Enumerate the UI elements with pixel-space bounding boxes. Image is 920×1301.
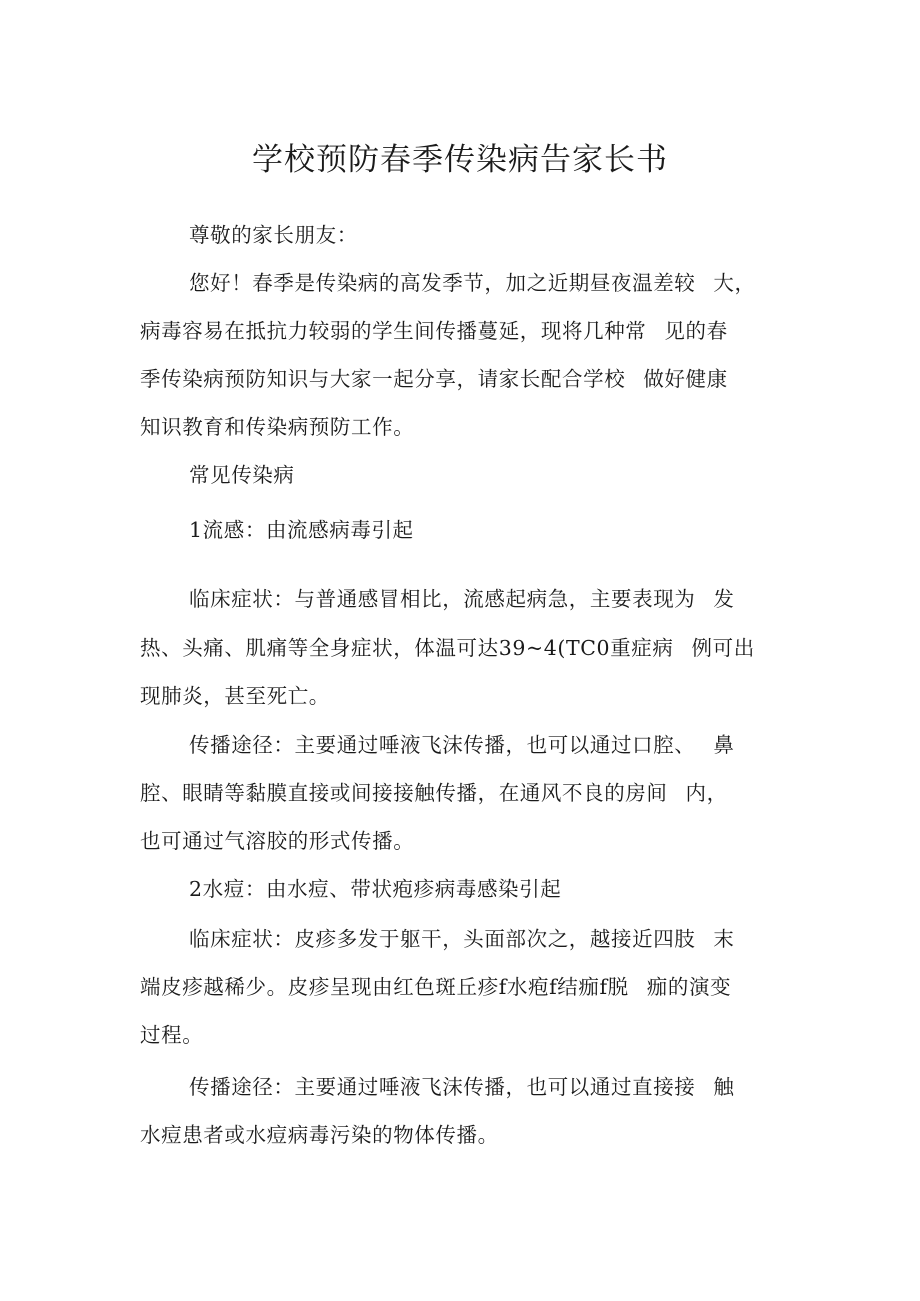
- flu-transmission-line-1: 传播途径：主要通过唾液飞沫传播，也可以通过口腔、 鼻: [189, 733, 735, 757]
- flu-symptoms-line-3: 现肺炎，甚至死亡。: [140, 684, 330, 708]
- chickenpox-transmission-line-1: 传播途径：主要通过唾液飞沫传播，也可以通过直接接 触: [189, 1075, 735, 1099]
- section-heading: 常见传染病: [189, 463, 295, 487]
- chickenpox-heading: 2水痘：由水痘、带状疱疹病毒感染引起: [189, 877, 562, 901]
- flu-symptoms-line-2: 热、头痛、肌痛等全身症状，体温可达39~4(TC0重症病 例可出: [140, 636, 755, 660]
- chickenpox-symptoms-line-3: 过程。: [140, 1023, 204, 1047]
- chickenpox-symptoms-line-2: 端皮疹越稀少。皮疹呈现由红色斑丘疹f水疱f结痂f脱 痂的演变: [140, 975, 732, 999]
- flu-heading: 1流感：由流感病毒引起: [189, 518, 414, 542]
- greeting: 尊敬的家长朋友：: [189, 223, 358, 247]
- flu-transmission-line-2: 腔、眼睛等黏膜直接或间接接触传播，在通风不良的房间 内，: [140, 781, 728, 805]
- intro-line-4: 知识教育和传染病预防工作。: [140, 415, 415, 439]
- page-title: 学校预防春季传染病告家长书: [252, 142, 668, 178]
- intro-line-2: 病毒容易在抵抗力较弱的学生间传播蔓延，现将几种常 见的春: [140, 319, 728, 343]
- chickenpox-transmission-line-2: 水痘患者或水痘病毒污染的物体传播。: [140, 1123, 499, 1147]
- intro-line-3: 季传染病预防知识与大家一起分享，请家长配合学校 做好健康: [140, 367, 728, 391]
- flu-transmission-line-3: 也可通过气溶胶的形式传播。: [140, 829, 415, 853]
- intro-line-1: 您好！春季是传染病的高发季节，加之近期昼夜温差较 大，: [189, 271, 756, 295]
- chickenpox-symptoms-line-1: 临床症状：皮疹多发于躯干，头面部次之，越接近四肢 末: [189, 927, 735, 951]
- flu-symptoms-line-1: 临床症状：与普通感冒相比，流感起病急，主要表现为 发: [189, 587, 735, 611]
